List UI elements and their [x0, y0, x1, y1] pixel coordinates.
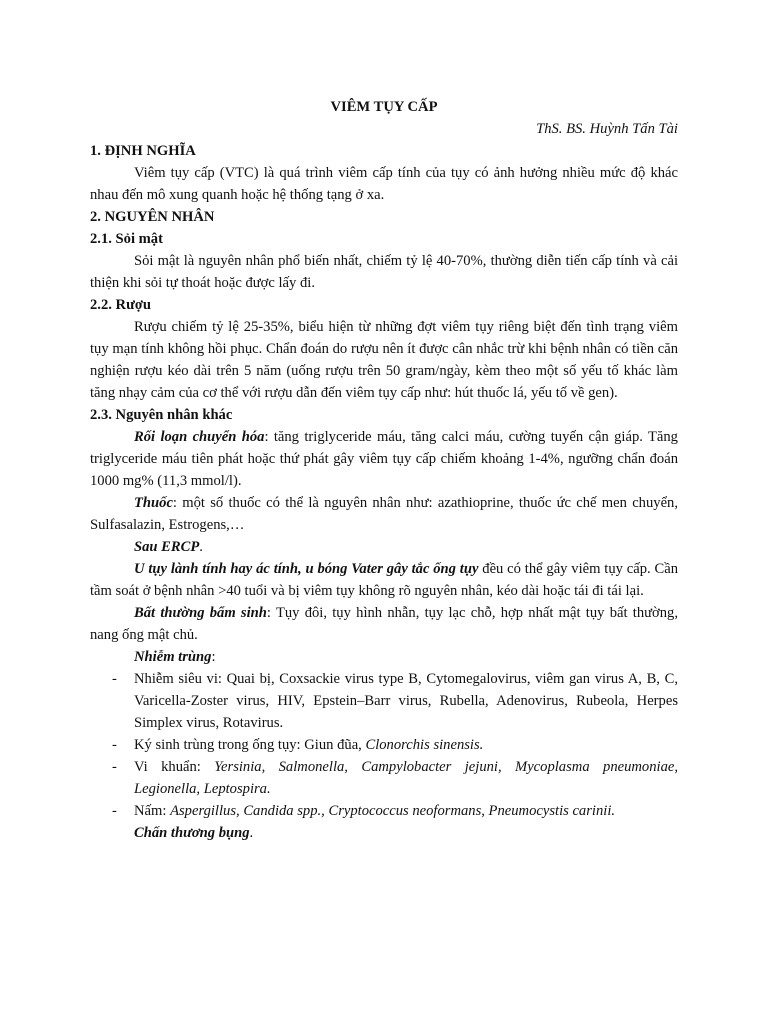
list-item-bacteria: [90, 756, 678, 800]
drugs-paragraph: [90, 492, 678, 536]
bacteria-text: Vi khuẩn:: [134, 759, 215, 775]
virus-text: Nhiễm siêu vi: Quai bị, Coxsackie virus type B, Cytomegalovirus, viêm gan virus A, B, C, Varicella-Zoster virus, HIV, Epstein–Barr virus, Rubella, Adenovirus, Rubeola, Herpes Simplex virus, Rotavirus.: [134, 671, 678, 731]
section-heading-causes: 2. NGUYÊN NHÂN: [90, 209, 215, 225]
section-heading-definition: 1. ĐỊNH NGHĨA: [90, 143, 196, 159]
document-page: [90, 96, 678, 844]
alcohol-paragraph: Rượu chiếm tỷ lệ 25-35%, biểu hiện từ những đợt viêm tụy riêng biệt đến tình trạng viêm tụy mạn tính không hồi phục. Chẩn đoán do rượu nên ít được cân nhắc trừ khi bệnh nhân có tiền căn nghiện rượu kéo dài trên 5 năm (uống rượu trên 50 gram/ngày, kèm theo một số yếu tố khác làm tăng nhạy cảm của cơ thể với rượu dẫn đến viêm tụy cấp như: hút thuốc lá, yếu tố về gen).: [90, 319, 678, 401]
ercp-lead: Sau ERCP: [134, 539, 200, 555]
congenital-lead: Bất thường bẩm sinh: [134, 605, 267, 621]
list-item-virus: [90, 668, 678, 734]
metabolic-lead: Rối loạn chuyển hóa: [134, 429, 265, 445]
tumor-lead: U tụy lành tính hay ác tính, u bóng Vater gây tắc ống tụy: [134, 561, 479, 577]
metabolic-text: : tăng triglyceride máu, tăng calci máu, cường tuyến cận giáp. Tăng triglyceride máu tiên phát hoặc thứ phát gây viêm tụy cấp chiếm khoảng 1-4%, ngưỡng chẩn đoán 1000 mg% (11,3 mmol/l).: [90, 429, 678, 489]
list-dash: -: [112, 737, 117, 753]
list-item-fungus: [90, 800, 678, 822]
document-title: VIÊM TỤY CẤP: [330, 99, 438, 115]
congenital-text: : Tụy đôi, tụy hình nhẫn, tụy lạc chỗ, hợp nhất mật tụy bất thường, nang ống mật chủ.: [90, 605, 678, 643]
bacteria-species: Yersinia, Salmonella, Campylobacter jejuni, Mycoplasma pneumoniae, Legionella, Leptospira.: [134, 759, 679, 797]
parasite-species: Clonorchis sinensis.: [365, 737, 484, 753]
infection-text: :: [211, 649, 216, 665]
gallstones-paragraph: Sỏi mật là nguyên nhân phổ biến nhất, chiếm tỷ lệ 40-70%, thường diễn tiến cấp tính và cải thiện khi sỏi tự thoát hoặc được lấy đi.: [90, 253, 678, 291]
infection-lead: Nhiễm trùng: [134, 649, 212, 665]
definition-paragraph: Viêm tụy cấp (VTC) là quá trình viêm cấp tính của tụy có ảnh hưởng nhiều mức độ khác nhau đến mô xung quanh hoặc hệ thống tạng ở xa.: [90, 165, 678, 203]
metabolic-paragraph: [90, 426, 678, 492]
list-dash: -: [112, 759, 117, 775]
congenital-paragraph: [90, 602, 678, 646]
trauma-paragraph: [90, 822, 678, 844]
fungus-species: Aspergillus, Candida spp., Cryptococcus neoformans, Pneumocystis carinii.: [170, 803, 616, 819]
drugs-lead: Thuốc: [134, 495, 173, 511]
list-item-parasite: [90, 734, 678, 756]
subsection-heading-gallstones: 2.1. Sỏi mật: [90, 231, 163, 247]
subsection-heading-alcohol: 2.2. Rượu: [90, 297, 152, 313]
tumor-paragraph: [90, 558, 678, 602]
parasite-text: Ký sinh trùng trong ống tụy: Giun đũa,: [134, 737, 366, 753]
author-line: ThS. BS. Huỳnh Tấn Tài: [536, 121, 678, 137]
tumor-text: đều có thể gây viêm tụy cấp. Cần tầm soát ở bệnh nhân >40 tuổi và bị viêm tụy không rõ nguyên nhân, kéo dài hoặc tái đi tái lại.: [90, 561, 678, 599]
infection-paragraph: [90, 646, 678, 668]
trauma-text: .: [249, 825, 254, 841]
infection-list: [90, 668, 678, 822]
fungus-text: Nấm:: [134, 803, 171, 819]
list-dash: -: [112, 803, 117, 819]
trauma-lead: Chấn thương bụng: [134, 825, 250, 841]
ercp-text: .: [199, 539, 203, 555]
subsection-heading-other-causes: 2.3. Nguyên nhân khác: [90, 407, 233, 423]
ercp-paragraph: [90, 536, 678, 558]
list-dash: -: [112, 671, 117, 687]
drugs-text: : một số thuốc có thể là nguyên nhân như: azathioprine, thuốc ức chế men chuyển, Sulfasalazin, Estrogens,…: [90, 495, 678, 533]
